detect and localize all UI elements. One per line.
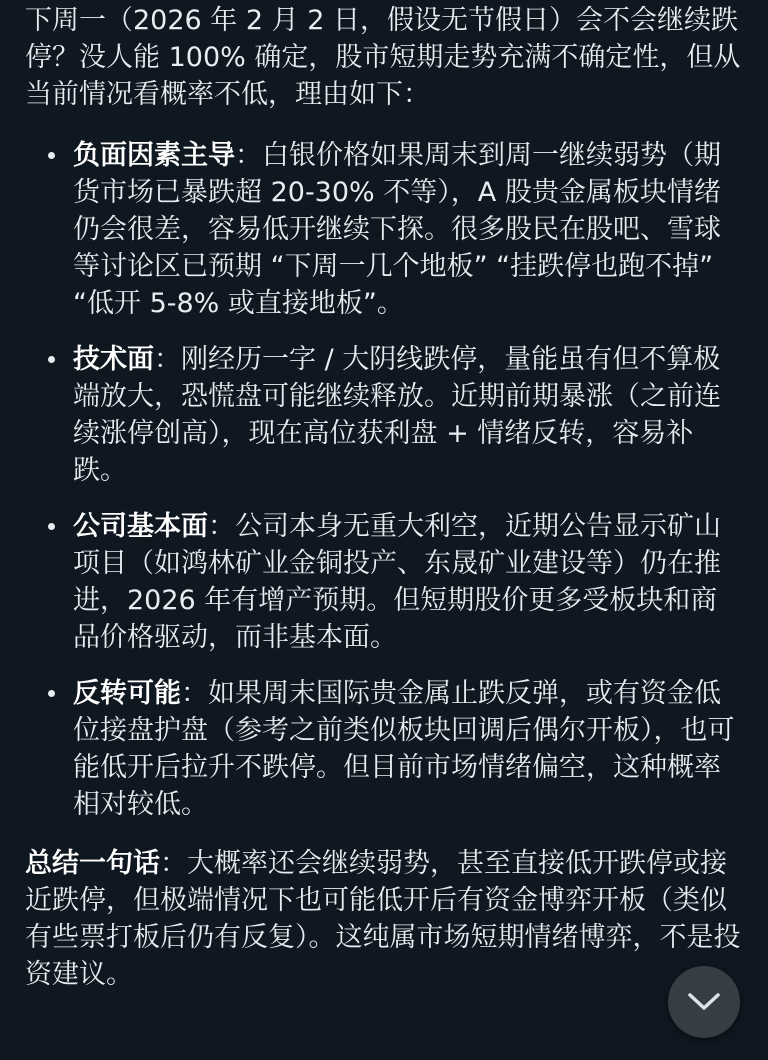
list-item-text: ：白银价格如果周末到周一继续弱势（期货市场已暴跌超 20-30% 不等），A 股贵金属板块情绪仍会很差，容易低开继续下探。很多股民在股吧、雪球等讨论区已预期 “下周一几个地板” “挂跌停也跑不掉” “低开 5-8% 或直接地板”。 [73, 140, 721, 319]
list-item-title: 负面因素主导 [73, 140, 235, 171]
scroll-down-button[interactable] [668, 966, 740, 1038]
bullet-dot [48, 356, 55, 363]
bullet-dot [48, 152, 55, 159]
list-item-title: 反转可能 [73, 678, 181, 709]
list-item-text: ：公司本身无重大利空，近期公告显示矿山项目（如鸿林矿业金铜投产、东晟矿业建设等）仍在推进，2026 年有增产预期。但短期股价更多受板块和商品价格驱动，而非基本面。 [73, 511, 721, 653]
list-item [25, 341, 743, 489]
list-item [25, 508, 743, 656]
intro-paragraph: 下周一（2026 年 2 月 2 日，假设无节假日）会不会继续跌停？没人能 100% 确定，股市短期走势充满不确定性，但从当前情况看概率不低，理由如下： [25, 5, 741, 110]
list-item-title: 技术面 [73, 344, 154, 375]
bullet-dot [48, 523, 55, 530]
chevron-down-icon [687, 992, 721, 1012]
summary-title: 总结一句话 [25, 848, 160, 879]
list-item-text: ：如果周末国际贵金属止跌反弹，或有资金低位接盘护盘（参考之前类似板块回调后偶尔开板），也可能低开后拉升不跌停。但目前市场情绪偏空，这种概率相对较低。 [73, 678, 735, 820]
summary-text: ：大概率还会继续弱势，甚至直接低开跌停或接近跌停，但极端情况下也可能低开后有资金博弈开板（类似有些票打板后仍有反复）。这纯属市场短期情绪博弈，不是投资建议。 [25, 848, 741, 990]
list-item [25, 675, 743, 823]
list-item-text: ：刚经历一字 / 大阴线跌停，量能虽有但不算极端放大，恐慌盘可能继续释放。近期前期暴涨（之前连续涨停创高），现在高位获利盘 + 情绪反转，容易补跌。 [73, 344, 721, 486]
list-item [25, 137, 743, 322]
summary-paragraph [25, 845, 743, 993]
list-item-title: 公司基本面 [73, 511, 208, 542]
reason-list [25, 137, 743, 823]
message-content [25, 2, 743, 993]
bullet-dot [48, 690, 55, 697]
